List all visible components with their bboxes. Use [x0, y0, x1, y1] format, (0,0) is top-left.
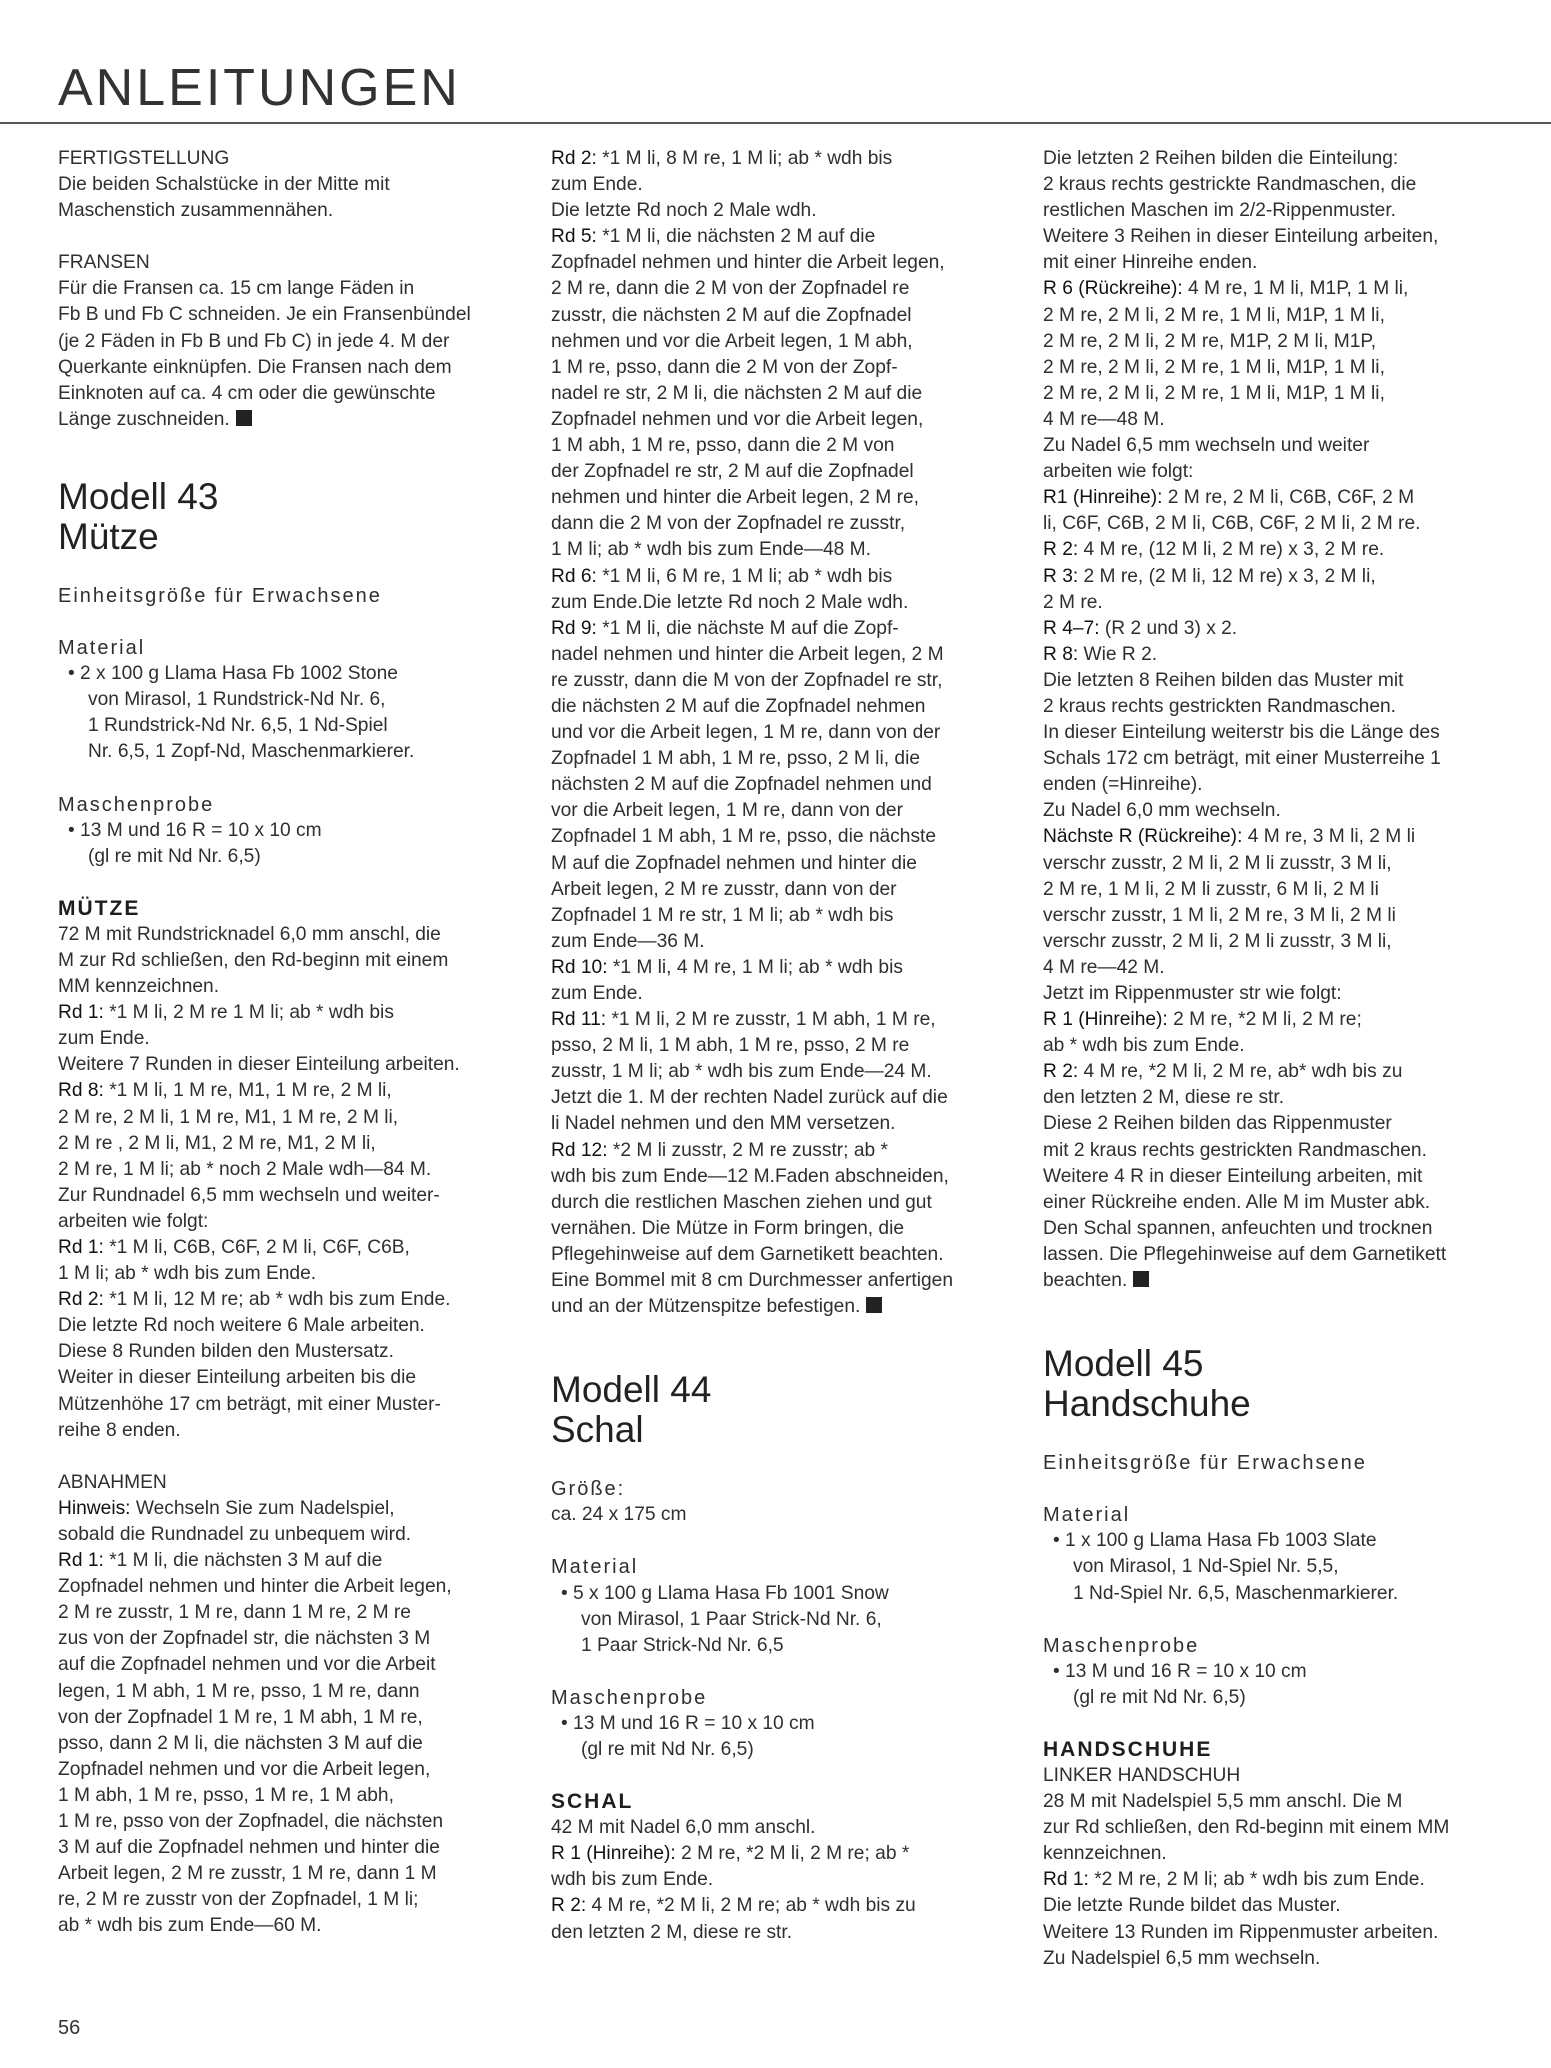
end-square-icon [866, 1297, 882, 1313]
paragraph-line: reihe 8 enden. [58, 1419, 181, 1441]
paragraph-line: Weiter in dieser Einteilung arbeiten bis die [58, 1367, 417, 1389]
spacer [1043, 1424, 1495, 1450]
bullet-continuation: Nr. 6,5, 1 Zopf-Nd, Maschenmarkierer. [88, 741, 415, 763]
instruction-text: *1 M li, C6B, C6F, 2 M li, C6F, C6B, [103, 1237, 410, 1258]
column-3 [1043, 146, 1495, 1972]
paragraph-text: und an der Mützenspitze befestigen. [551, 1296, 861, 1318]
section-label: Material [1043, 1504, 1131, 1527]
paragraph-line: 1 M abh, 1 M re, psso, 1 M re, 1 M abh, [58, 1784, 394, 1806]
instruction-text: 2 M re, *2 M li, 2 M re; ab * [675, 1843, 910, 1865]
paragraph-line: 2 M re zusstr, 1 M re, dann 1 M re, 2 M re [58, 1602, 411, 1624]
paragraph-line: Diese 8 Runden bilden den Mustersatz. [58, 1341, 394, 1363]
paragraph-line: psso, dann 2 M li, die nächsten 3 M auf die [58, 1732, 423, 1754]
instruction-text: *2 M li zusstr, 2 M re zusstr; ab * [607, 1139, 888, 1161]
paragraph-line: Zur Rundnadel 6,5 mm wechseln und weiter- [58, 1184, 440, 1206]
paragraph-line: durch die restlichen Maschen ziehen und gut [551, 1191, 932, 1213]
instruction-text: *1 M li, 8 M re, 1 M li; ab * wdh bis [596, 148, 893, 169]
paragraph-line: 4 M re—42 M. [1043, 956, 1165, 978]
paragraph-line: nehmen und vor die Arbeit legen, 1 M abh, [551, 330, 913, 352]
instruction-line [551, 1893, 1003, 1919]
spacer [551, 1450, 1003, 1476]
paragraph-line: vernähen. Die Mütze in Form bringen, die [551, 1217, 905, 1239]
paragraph-line: von der Zopfnadel 1 M re, 1 M abh, 1 M re, [58, 1706, 423, 1728]
row-label: Rd 1: [1043, 1869, 1089, 1891]
instruction-text: 4 M re, *2 M li, 2 M re, ab* wdh bis zu [1078, 1061, 1403, 1083]
paragraph-line: nächsten 2 M auf die Zopfnadel nehmen und [551, 774, 932, 796]
paragraph-line: Schals 172 cm beträgt, mit einer Musterreihe 1 [1043, 748, 1441, 770]
instruction-line [1043, 1059, 1495, 1085]
paragraph-line: lassen. Die Pflegehinweise auf dem Garnetikett [1043, 1243, 1447, 1265]
paragraph-line: Zopfnadel nehmen und hinter die Arbeit legen, [551, 252, 945, 274]
section-label: Material [551, 1556, 639, 1579]
model-title: Mütze [58, 515, 159, 557]
paragraph-line: 4 M re—48 M. [1043, 408, 1165, 430]
paragraph-line: auf die Zopfnadel nehmen und vor die Arbeit [58, 1654, 436, 1676]
paragraph-line: Weitere 4 R in dieser Einteilung arbeiten, mit [1043, 1165, 1423, 1187]
paragraph-line: 72 M mit Rundstricknadel 6,0 mm anschl, die [58, 923, 441, 945]
row-label: R 2: [1043, 539, 1079, 561]
paragraph-end [58, 407, 510, 433]
bullet-item: • 2 x 100 g Llama Hasa Fb 1002 Stone [68, 663, 398, 685]
paragraph-line: re, 2 M re zusstr von der Zopfnadel, 1 M li; [58, 1889, 419, 1911]
paragraph-line: 2 M re, 2 M li, 2 M re, 1 M li, M1P, 1 M li, [1043, 304, 1385, 326]
spacer [58, 1444, 510, 1470]
row-label: Rd 11: [551, 1009, 607, 1031]
instruction-text: (R 2 und 3) x 2. [1099, 617, 1238, 639]
bullet-continuation: 1 Paar Strick-Nd Nr. 6,5 [581, 1634, 784, 1656]
spacer [58, 870, 510, 896]
paragraph-line: mit einer Hinreihe enden. [1043, 252, 1258, 274]
paragraph-line: Fb B und Fb C schneiden. Je ein Fransenbündel [58, 304, 471, 326]
paragraph-line: Zopfnadel nehmen und hinter die Arbeit legen, [58, 1576, 452, 1598]
paragraph-line: MM kennzeichnen. [58, 976, 220, 998]
paragraph-line: In dieser Einteilung weiterstr bis die Länge des [1043, 722, 1440, 744]
spacer [1043, 1476, 1495, 1502]
paragraph-line: arbeiten wie folgt: [1043, 461, 1194, 483]
paragraph-line: re zusstr, dann die M von der Zopfnadel re str, [551, 669, 943, 691]
paragraph-line: Arbeit legen, 2 M re zusstr, dann von der [551, 878, 897, 900]
paragraph-line: den letzten 2 M, diese re str. [551, 1921, 793, 1943]
row-label: Rd 2: [551, 148, 597, 169]
paragraph-text: Länge zuschneiden. [58, 408, 230, 430]
bullet-item: • 13 M und 16 R = 10 x 10 cm [561, 1712, 815, 1734]
end-square-icon [236, 410, 252, 426]
paragraph-line: 1 M li; ab * wdh bis zum Ende. [58, 1263, 317, 1285]
paragraph-line: 3 M auf die Zopfnadel nehmen und hinter die [58, 1837, 440, 1859]
spacer [551, 1763, 1003, 1789]
paragraph-line: Jetzt im Rippenmuster str wie folgt: [1043, 983, 1342, 1004]
paragraph-line: die nächsten 2 M auf die Zopfnadel nehmen [551, 695, 926, 717]
instruction-line [58, 1078, 510, 1104]
paragraph-line: 2 M re, 1 M li, 2 M li zusstr, 6 M li, 2 M li [1043, 878, 1379, 900]
paragraph-line: Zopfnadel nehmen und vor die Arbeit legen, [58, 1758, 431, 1780]
paragraph-line: 42 M mit Nadel 6,0 mm anschl. [551, 1817, 816, 1839]
instruction-text: *1 M li, die nächsten 2 M auf die [596, 226, 876, 248]
paragraph-line: Querkante einknüpfen. Die Fransen nach dem [58, 356, 452, 378]
paragraph-line: zusstr, die nächsten 2 M auf die Zopfnadel [551, 304, 912, 326]
bullet-continuation: (gl re mit Nd Nr. 6,5) [1073, 1686, 1246, 1708]
row-label: Rd 2: [58, 1289, 104, 1311]
spacer [551, 1659, 1003, 1685]
bullet-continuation: von Mirasol, 1 Paar Strick-Nd Nr. 6, [581, 1608, 882, 1630]
paragraph-line: restlichen Maschen im 2/2-Rippenmuster. [1043, 200, 1396, 222]
paragraph-line: 28 M mit Nadelspiel 5,5 mm anschl. Die M [1043, 1791, 1403, 1813]
paragraph-line: nadel nehmen und hinter die Arbeit legen, 2 M [551, 643, 944, 665]
spacer [551, 1528, 1003, 1554]
row-label: R 1 (Hinreihe): [1043, 1009, 1168, 1031]
column-1 [58, 146, 510, 1939]
section-label: Maschenprobe [58, 793, 215, 816]
paragraph-line: Weitere 3 Reihen in dieser Einteilung arbeiten, [1043, 226, 1439, 248]
instruction-text: *1 M li, 6 M re, 1 M li; ab * wdh bis [596, 565, 893, 587]
instruction-line [1043, 276, 1495, 302]
instruction-text: *1 M li, 2 M re zusstr, 1 M abh, 1 M re, [606, 1009, 936, 1031]
paragraph-line: Zu Nadel 6,0 mm wechseln. [1043, 800, 1281, 822]
section-heading: HANDSCHUHE [1043, 1737, 1213, 1761]
row-label: R 6 (Rückreihe): [1043, 278, 1183, 300]
paragraph-end [551, 1294, 1003, 1320]
paragraph-line: zur Rd schließen, den Rd-beginn mit einem MM [1043, 1817, 1450, 1839]
paragraph-line: Für die Fransen ca. 15 cm lange Fäden in [58, 278, 415, 300]
paragraph-line: legen, 1 M abh, 1 M re, psso, 1 M re, dann [58, 1680, 420, 1702]
paragraph-line: zum Ende. [58, 1028, 150, 1050]
paragraph-line: zus von der Zopfnadel str, die nächsten 3 M [58, 1628, 431, 1650]
paragraph-line: 2 kraus rechts gestrickten Randmaschen. [1043, 695, 1397, 717]
paragraph-line: und vor die Arbeit legen, 1 M re, dann von der [551, 722, 941, 744]
paragraph-line: zum Ende.Die letzte Rd noch 2 Male wdh. [551, 591, 909, 613]
header-divider [0, 122, 1551, 124]
row-label: Rd 9: [551, 617, 597, 639]
instruction-text: Wechseln Sie zum Nadelspiel, [130, 1497, 395, 1519]
paragraph-line: li, C6F, C6B, 2 M li, C6B, C6F, 2 M li, 2 M re. [1043, 513, 1421, 535]
instruction-line [551, 1007, 1003, 1033]
paragraph-line: 2 M re, dann die 2 M von der Zopfnadel re [551, 278, 910, 300]
instruction-line [58, 1235, 510, 1261]
paragraph-line: den letzten 2 M, diese re str. [1043, 1087, 1285, 1109]
instruction-text: 2 M re, 2 M li, C6B, C6F, 2 M [1162, 487, 1415, 509]
paragraph-line: Die letzte Rd noch 2 Male wdh. [551, 200, 817, 222]
row-label: R1 (Hinreihe): [1043, 487, 1163, 509]
instruction-line [551, 146, 1003, 172]
bullet-continuation: von Mirasol, 1 Nd-Spiel Nr. 5,5, [1073, 1556, 1339, 1578]
paragraph-line: M auf die Zopfnadel nehmen und hinter die [551, 852, 917, 874]
paragraph-line: zusstr, 1 M li; ab * wdh bis zum Ende—24 M. [551, 1061, 932, 1083]
paragraph-line: enden (=Hinreihe). [1043, 774, 1203, 796]
row-label: Rd 1: [58, 1237, 104, 1258]
column-2 [551, 146, 1003, 1946]
spacer [1043, 1607, 1495, 1633]
paragraph-line: li Nadel nehmen und den MM versetzen. [551, 1113, 896, 1135]
spacer [58, 433, 510, 477]
instruction-line [1043, 564, 1495, 590]
bullet-item: • 13 M und 16 R = 10 x 10 cm [1053, 1660, 1307, 1682]
paragraph-line: Die letzte Runde bildet das Muster. [1043, 1895, 1341, 1917]
section-heading: SCHAL [551, 1790, 634, 1814]
bullet-item: • 5 x 100 g Llama Hasa Fb 1001 Snow [561, 1582, 889, 1604]
paragraph-line: vor die Arbeit legen, 1 M re, dann von der [551, 800, 903, 822]
model-title: Handschuhe [1043, 1383, 1251, 1425]
paragraph-line: nehmen und hinter die Arbeit legen, 2 M re, [551, 487, 919, 509]
model-title: Modell 45 [1043, 1343, 1204, 1385]
page-number: 56 [58, 2017, 81, 2039]
instruction-line [551, 1138, 1003, 1164]
paragraph-line: verschr zusstr, 1 M li, 2 M re, 3 M li, 2 M li [1043, 904, 1396, 926]
paragraph-line: einer Rückreihe enden. Alle M im Muster abk. [1043, 1191, 1431, 1213]
paragraph-line: Zopfnadel 1 M abh, 1 M re, psso, die nächste [551, 826, 937, 848]
section-label: Einheitsgröße für Erwachsene [58, 584, 382, 607]
row-label: Rd 8: [58, 1080, 104, 1102]
paragraph-line: verschr zusstr, 2 M li, 2 M li zusstr, 3 M li, [1043, 852, 1392, 874]
paragraph-line: zum Ende. [551, 983, 643, 1004]
paragraph-line: der Zopfnadel re str, 2 M auf die Zopfnadel [551, 461, 914, 483]
subsection-heading: FERTIGSTELLUNG [58, 148, 230, 169]
instruction-line [1043, 824, 1495, 850]
paragraph-line: 2 M re, 2 M li, 2 M re, 1 M li, M1P, 1 M li, [1043, 382, 1385, 404]
paragraph-line: dann die 2 M von der Zopfnadel re zusstr, [551, 513, 906, 535]
instruction-text: 4 M re, *2 M li, 2 M re; ab * wdh bis zu [586, 1895, 916, 1917]
paragraph-line: 1 M li; ab * wdh bis zum Ende—48 M. [551, 539, 871, 561]
bullet-continuation: 1 Rundstrick-Nd Nr. 6,5, 1 Nd-Spiel [88, 715, 388, 737]
paragraph-line: ab * wdh bis zum Ende—60 M. [58, 1915, 322, 1937]
model-title: Schal [551, 1409, 644, 1451]
spacer [58, 766, 510, 792]
paragraph-line: Arbeit legen, 2 M re zusstr, 1 M re, dann 1 M [58, 1863, 437, 1885]
spacer [1043, 1294, 1495, 1344]
instruction-text: *2 M re, 2 M li; ab * wdh bis zum Ende. [1088, 1869, 1425, 1891]
paragraph-text: beachten. [1043, 1270, 1128, 1292]
paragraph-line: Zu Nadelspiel 6,5 mm wechseln. [1043, 1947, 1321, 1969]
instruction-text: 4 M re, 1 M li, M1P, 1 M li, [1182, 278, 1409, 300]
paragraph-line: psso, 2 M li, 1 M abh, 1 M re, psso, 2 M re [551, 1035, 910, 1057]
row-label: R 1 (Hinreihe): [551, 1843, 676, 1865]
spacer [551, 1320, 1003, 1370]
instruction-line [1043, 1007, 1495, 1033]
page-header-title: ANLEITUNGEN [58, 59, 461, 117]
paragraph-line: Diese 2 Reihen bilden das Rippenmuster [1043, 1113, 1392, 1135]
row-label: R 4–7: [1043, 617, 1100, 639]
paragraph-line: Die letzten 2 Reihen bilden die Einteilung: [1043, 148, 1399, 169]
subsection-heading: ABNAHMEN [58, 1471, 167, 1493]
paragraph-line: 2 M re, 2 M li, 1 M re, M1, 1 M re, 2 M li, [58, 1106, 399, 1128]
instruction-line [551, 224, 1003, 250]
subsection-heading: FRANSEN [58, 252, 150, 274]
instruction-line [551, 955, 1003, 981]
instruction-text: *1 M li, 1 M re, M1, 1 M re, 2 M li, [103, 1080, 392, 1102]
section-heading: MÜTZE [58, 896, 141, 920]
paragraph-line: Die letzten 8 Reihen bilden das Muster mit [1043, 669, 1404, 691]
paragraph-line: 2 kraus rechts gestrickte Randmaschen, die [1043, 174, 1417, 196]
instruction-line [58, 1496, 510, 1522]
paragraph-line: Zopfnadel 1 M re str, 1 M li; ab * wdh bis [551, 904, 894, 926]
row-label: R 2: [1043, 1061, 1079, 1083]
row-label: R 2: [551, 1895, 587, 1917]
paragraph-line: zum Ende. [551, 174, 643, 196]
paragraph-line: ab * wdh bis zum Ende. [1043, 1035, 1245, 1057]
bullet-continuation: (gl re mit Nd Nr. 6,5) [88, 845, 261, 867]
row-label: Nächste R (Rückreihe): [1043, 826, 1243, 848]
paragraph-line: 1 M re, psso, dann die 2 M von der Zopf- [551, 356, 898, 378]
bullet-item: • 13 M und 16 R = 10 x 10 cm [68, 819, 322, 841]
spacer [58, 557, 510, 583]
model-title: Modell 43 [58, 475, 219, 517]
spacer [58, 224, 510, 250]
paragraph-line: Weitere 7 Runden in dieser Einteilung arbeiten. [58, 1054, 460, 1076]
paragraph-line: kennzeichnen. [1043, 1843, 1167, 1865]
paragraph-line: Zopfnadel 1 M abh, 1 M re, psso, 2 M li, die [551, 748, 921, 770]
paragraph-line: 2 M re, 2 M li, 2 M re, M1P, 2 M li, M1P, [1043, 330, 1377, 352]
section-label: Einheitsgröße für Erwachsene [1043, 1452, 1367, 1475]
model-title: Modell 44 [551, 1369, 712, 1411]
instruction-line [1043, 485, 1495, 511]
row-label: Rd 10: [551, 956, 608, 978]
instruction-text: 2 M re, *2 M li, 2 M re; [1167, 1009, 1362, 1031]
instruction-line [1043, 537, 1495, 563]
paragraph-line: verschr zusstr, 2 M li, 2 M li zusstr, 3 M li, [1043, 930, 1392, 952]
paragraph-line: 1 M re, psso von der Zopfnadel, die nächsten [58, 1810, 444, 1832]
paragraph-line: Zu Nadel 6,5 mm wechseln und weiter [1043, 435, 1370, 457]
end-square-icon [1133, 1271, 1149, 1287]
section-label: Maschenprobe [551, 1686, 708, 1709]
paragraph-line: ca. 24 x 175 cm [551, 1504, 687, 1526]
row-label: Rd 5: [551, 226, 597, 248]
paragraph-end [1043, 1268, 1495, 1294]
row-label: R 3: [1043, 565, 1079, 587]
paragraph-line: arbeiten wie folgt: [58, 1210, 209, 1232]
instruction-text: Wie R 2. [1078, 643, 1158, 665]
instruction-line [551, 1841, 1003, 1867]
paragraph-line: M zur Rd schließen, den Rd-beginn mit einem [58, 949, 449, 971]
instruction-line [1043, 616, 1495, 642]
paragraph-line: 2 M re. [1043, 591, 1103, 613]
instruction-line [551, 616, 1003, 642]
paragraph-line: Pflegehinweise auf dem Garnetikett beachten. [551, 1243, 944, 1265]
paragraph-line: Maschenstich zusammennähen. [58, 200, 334, 222]
paragraph-line: nadel re str, 2 M li, die nächsten 2 M auf die [551, 382, 923, 404]
instruction-text: 4 M re, 3 M li, 2 M li [1242, 826, 1416, 848]
paragraph-line: Die beiden Schalstücke in der Mitte mit [58, 174, 390, 196]
spacer [1043, 1711, 1495, 1737]
paragraph-line: 2 M re , 2 M li, M1, 2 M re, M1, 2 M li, [58, 1132, 376, 1154]
bullet-continuation: 1 Nd-Spiel Nr. 6,5, Maschenmarkierer. [1073, 1582, 1399, 1604]
bullet-continuation: (gl re mit Nd Nr. 6,5) [581, 1738, 754, 1760]
paragraph-line: mit 2 kraus rechts gestrickten Randmaschen. [1043, 1139, 1427, 1161]
bullet-item: • 1 x 100 g Llama Hasa Fb 1003 Slate [1053, 1530, 1377, 1552]
paragraph-line: zum Ende—36 M. [551, 930, 705, 952]
paragraph-line: Weitere 13 Runden im Rippenmuster arbeiten. [1043, 1921, 1439, 1943]
paragraph-line: Den Schal spannen, anfeuchten und trocknen [1043, 1217, 1433, 1239]
row-label: R 8: [1043, 643, 1079, 665]
paragraph-line: wdh bis zum Ende. [551, 1869, 714, 1891]
instruction-text: *1 M li, 4 M re, 1 M li; ab * wdh bis [607, 956, 903, 978]
paragraph-line: Einknoten auf ca. 4 cm oder die gewünschte [58, 382, 436, 404]
paragraph-line: 2 M re, 1 M li; ab * noch 2 Male wdh—84 M. [58, 1158, 432, 1180]
instruction-line [58, 1548, 510, 1574]
row-label: Rd 1: [58, 1550, 104, 1572]
paragraph-line: Mützenhöhe 17 cm beträgt, mit einer Muster- [58, 1393, 441, 1415]
section-label: Größe: [551, 1478, 626, 1501]
instruction-line [58, 1287, 510, 1313]
instruction-line [1043, 642, 1495, 668]
paragraph-line: (je 2 Fäden in Fb B und Fb C) in jede 4. M der [58, 330, 450, 352]
row-label: Hinweis: [58, 1497, 131, 1519]
paragraph-line: Jetzt die 1. M der rechten Nadel zurück auf die [551, 1087, 948, 1109]
spacer [58, 609, 510, 635]
row-label: Rd 6: [551, 565, 597, 587]
instruction-text: 2 M re, (2 M li, 12 M re) x 3, 2 M li, [1078, 565, 1376, 587]
instruction-text: *1 M li, die nächste M auf die Zopf- [596, 617, 899, 639]
instruction-line [1043, 1867, 1495, 1893]
instruction-text: *1 M li, 12 M re; ab * wdh bis zum Ende. [103, 1289, 451, 1311]
paragraph-line: Die letzte Rd noch weitere 6 Male arbeiten. [58, 1315, 425, 1337]
section-label: Material [58, 637, 146, 660]
instruction-text: 4 M re, (12 M li, 2 M re) x 3, 2 M re. [1078, 539, 1385, 561]
paragraph-line: Zopfnadel nehmen und vor die Arbeit legen, [551, 408, 924, 430]
instruction-text: *1 M li, 2 M re 1 M li; ab * wdh bis [103, 1002, 394, 1024]
instruction-line [58, 1000, 510, 1026]
row-label: Rd 1: [58, 1002, 104, 1024]
instruction-line [551, 564, 1003, 590]
paragraph-line: sobald die Rundnadel zu unbequem wird. [58, 1523, 412, 1545]
subsection-heading: LINKER HANDSCHUH [1043, 1764, 1241, 1786]
instruction-text: *1 M li, die nächsten 3 M auf die [103, 1550, 383, 1572]
paragraph-line: wdh bis zum Ende—12 M.Faden abschneiden, [551, 1165, 949, 1187]
paragraph-line: Eine Bommel mit 8 cm Durchmesser anfertigen [551, 1270, 954, 1292]
paragraph-line: 1 M abh, 1 M re, psso, dann die 2 M von [551, 435, 895, 457]
section-label: Maschenprobe [1043, 1634, 1200, 1657]
paragraph-line: 2 M re, 2 M li, 2 M re, 1 M li, M1P, 1 M li, [1043, 356, 1385, 378]
bullet-continuation: von Mirasol, 1 Rundstrick-Nd Nr. 6, [88, 689, 386, 711]
row-label: Rd 12: [551, 1139, 608, 1161]
